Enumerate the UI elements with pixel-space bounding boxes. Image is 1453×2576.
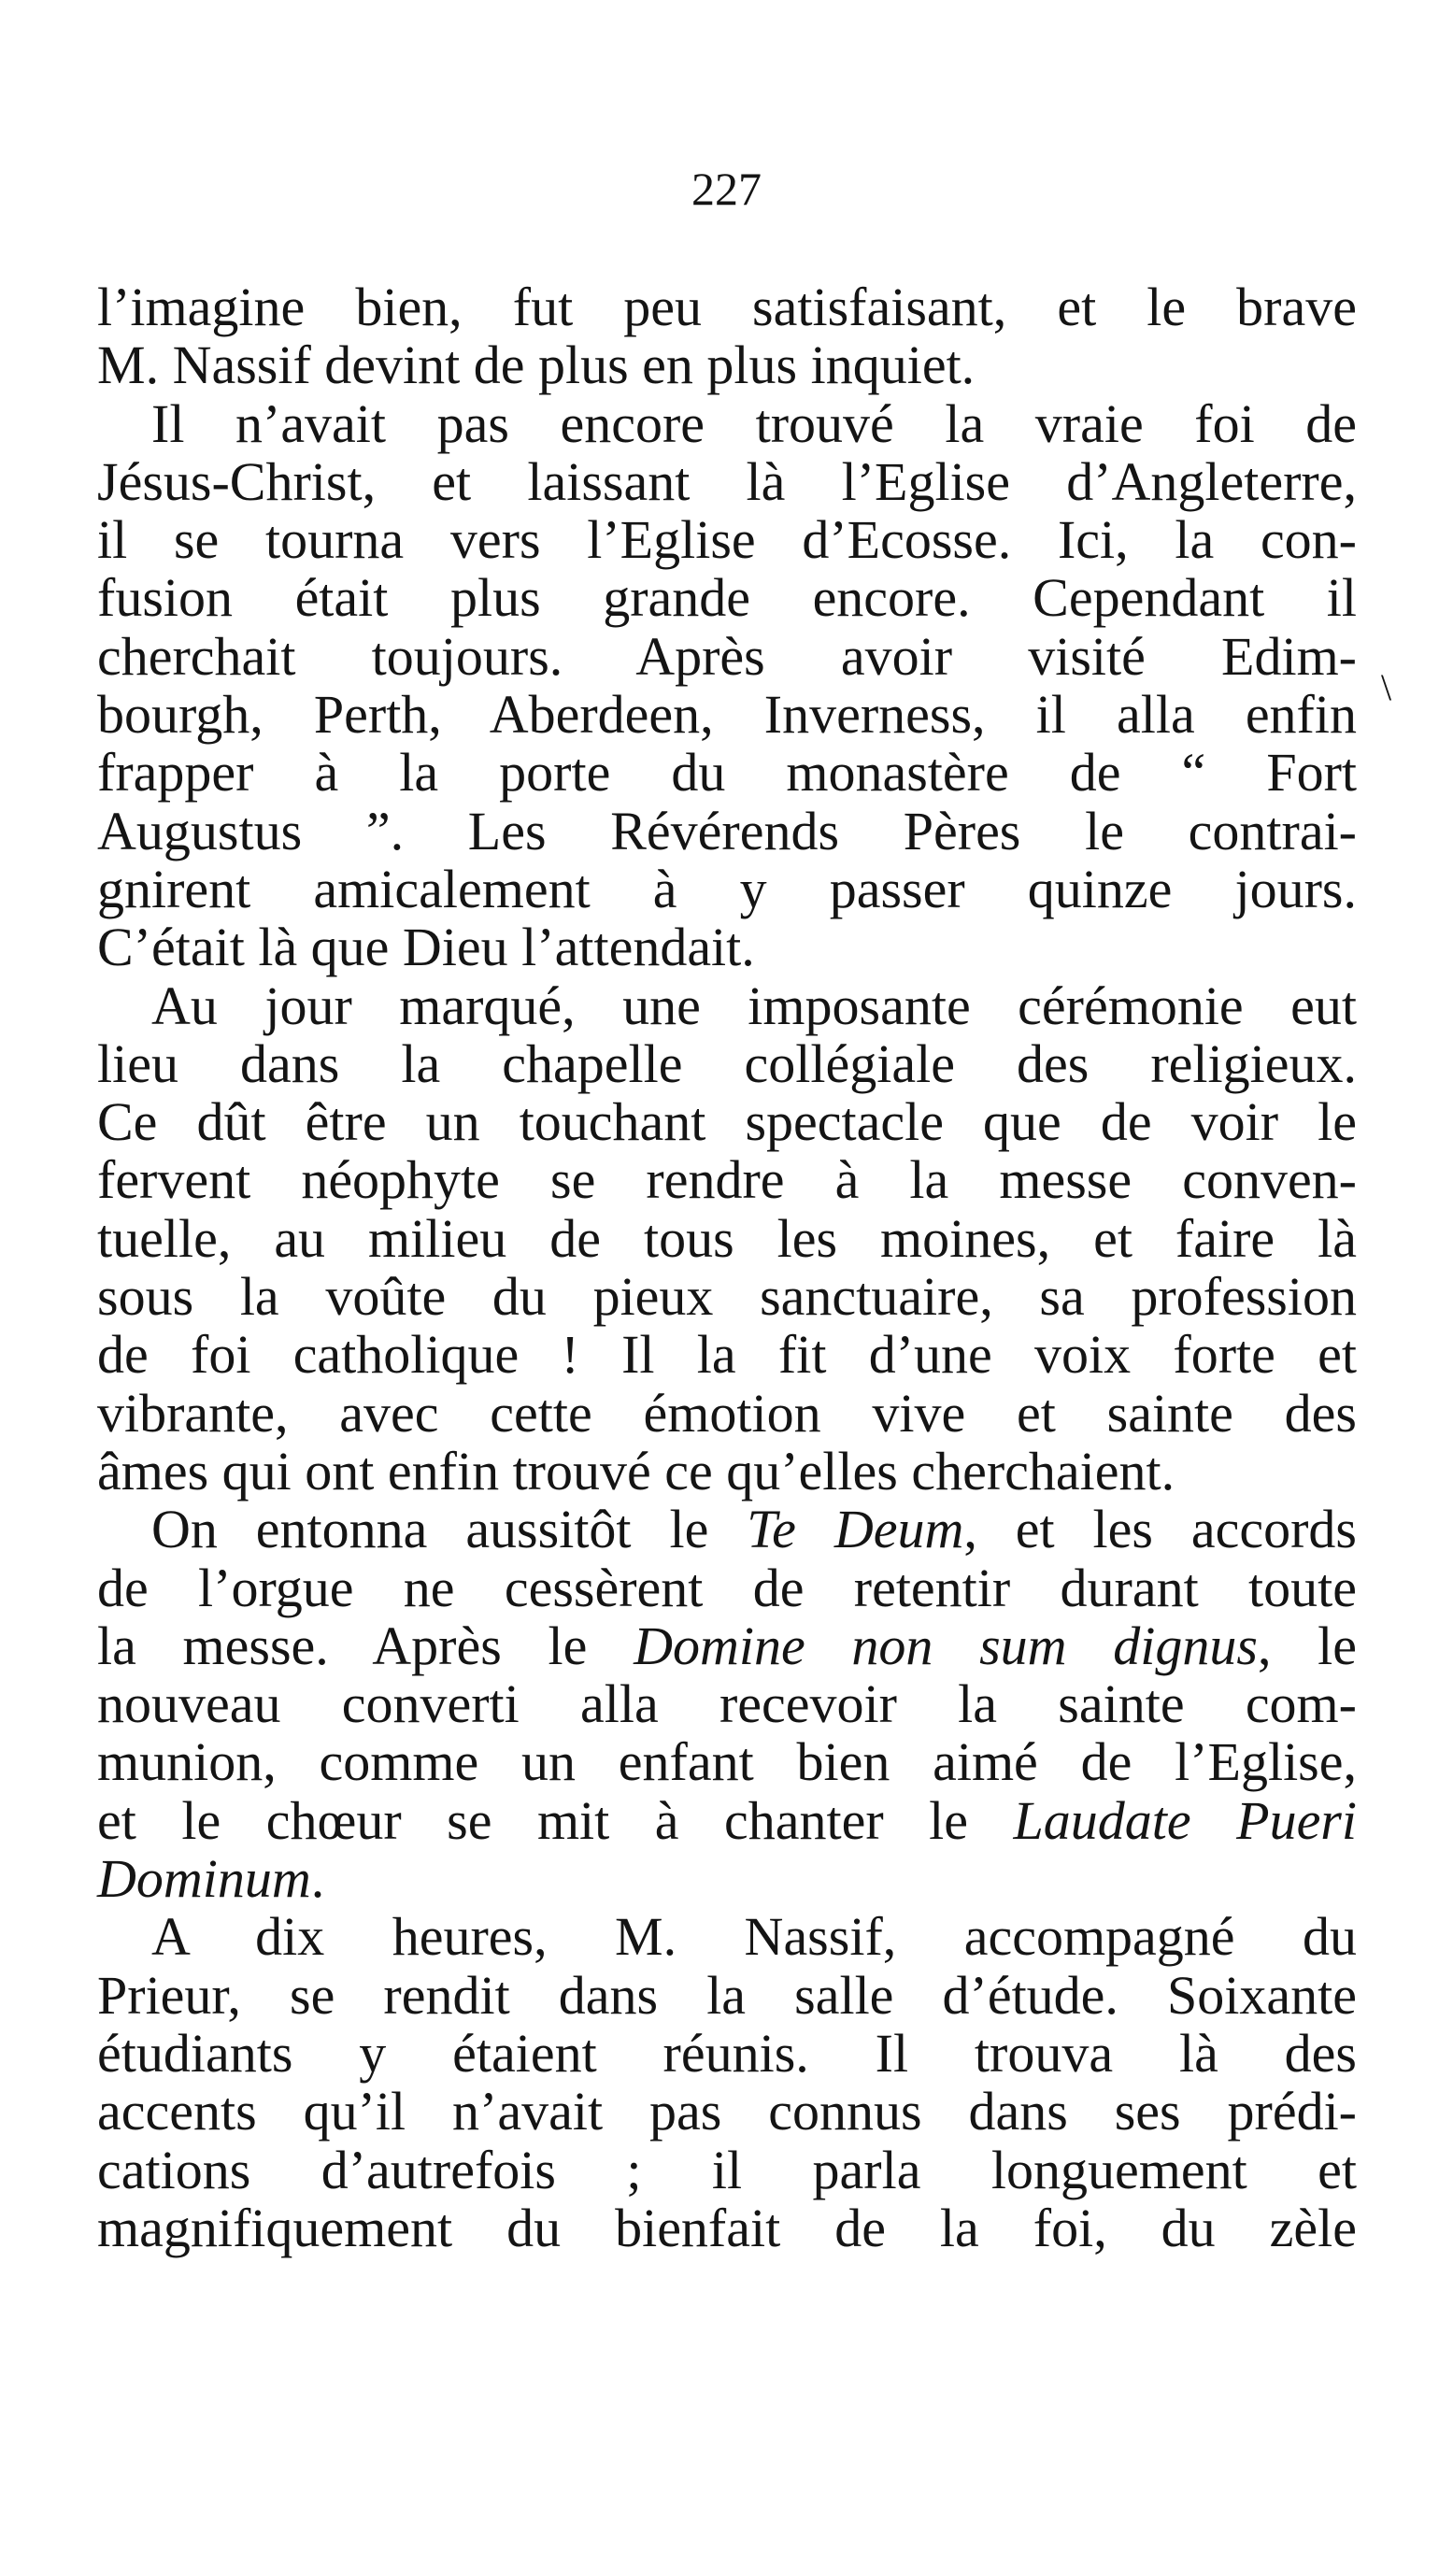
page-number: 227 [691,163,762,215]
text-line: magnifiquement du bienfait de la foi, du zèle [97,2197,1357,2258]
text-line: sous la voûte du pieux sanctuaire, sa profession [97,1266,1357,1328]
text-line: tuelle, au milieu de tous les moines, et faire là [97,1207,1357,1269]
italic-phrase: Laudate Pueri [1013,1789,1357,1851]
italic-phrase: Dominum [97,1848,311,1910]
text-line: munion, comme un enfant bien aimé de l’Eglise, [97,1731,1357,1793]
text-line: il se tourna vers l’Eglise d’Ecosse. Ici, la con- [97,509,1357,571]
text-line: C’était là que Dieu l’attendait. [97,917,755,978]
text-line: nouveau converti alla recevoir la sainte com- [97,1673,1357,1735]
text-line: Augustus ”. Les Révérends Pères le contrai- [97,800,1357,861]
text-line: M. Nassif devint de plus en plus inquiet. [97,334,976,396]
text-line: gnirent amicalement à y passer quinze jours. [97,858,1357,919]
text-line: Dominum. [97,1848,325,1910]
text-line: âmes qui ont enfin trouvé ce qu’elles cherchaient. [97,1440,1175,1501]
text-line: de l’orgue ne cessèrent de retentir durant toute [97,1557,1357,1618]
text-line: la messe. Après le Domine non sum dignus, le [97,1615,1357,1676]
text-line: de foi catholique ! Il la fit d’une voix forte et [97,1324,1357,1386]
text-line: Au jour marqué, une imposante cérémonie eut [151,975,1357,1036]
text-line: fervent néophyte se rendre à la messe conven- [97,1149,1357,1211]
text-line: Jésus-Christ, et laissant là l’Eglise d’Angleterre, [97,450,1357,512]
text-line: bourgh, Perth, Aberdeen, Inverness, il alla enfin [97,684,1357,746]
text-line: Prieur, se rendit dans la salle d’étude. Soixante [97,1964,1357,2026]
italic-phrase: Te Deum [747,1499,964,1560]
text-line: lieu dans la chapelle collégiale des religieux. [97,1032,1357,1094]
text-line: A dix heures, M. Nassif, accompagné du [151,1906,1357,1968]
text-line: vibrante, avec cette émotion vive et sainte des [97,1382,1357,1444]
text-line: Ce dût être un touchant spectacle que de voir le [97,1091,1357,1153]
text-line: étudiants y étaient réunis. Il trouva là des [97,2022,1357,2084]
text-line: accents qu’il n’avait pas connus dans ses prédi- [97,2081,1357,2142]
text-line: On entonna aussitôt le Te Deum, et les accords [151,1499,1357,1560]
text-line: et le chœur se mit à chanter le Laudate Pueri [97,1789,1357,1851]
text-line: l’imagine bien, fut peu satisfaisant, et le brave [97,277,1357,337]
margin-mark: \ [1381,666,1392,708]
text-line: cations d’autrefois ; il parla longuement et [97,2139,1357,2200]
italic-phrase: Domine non sum dignus [634,1615,1258,1676]
text-line: cherchait toujours. Après avoir visité Edim- [97,625,1357,687]
text-line: Il n’avait pas encore trouvé la vraie foi de [151,392,1357,454]
text-line: fusion était plus grande encore. Cependant il [97,567,1357,629]
body-text [97,278,1357,2257]
text-line: frapper à la porte du monastère de “ Fort [97,742,1357,804]
